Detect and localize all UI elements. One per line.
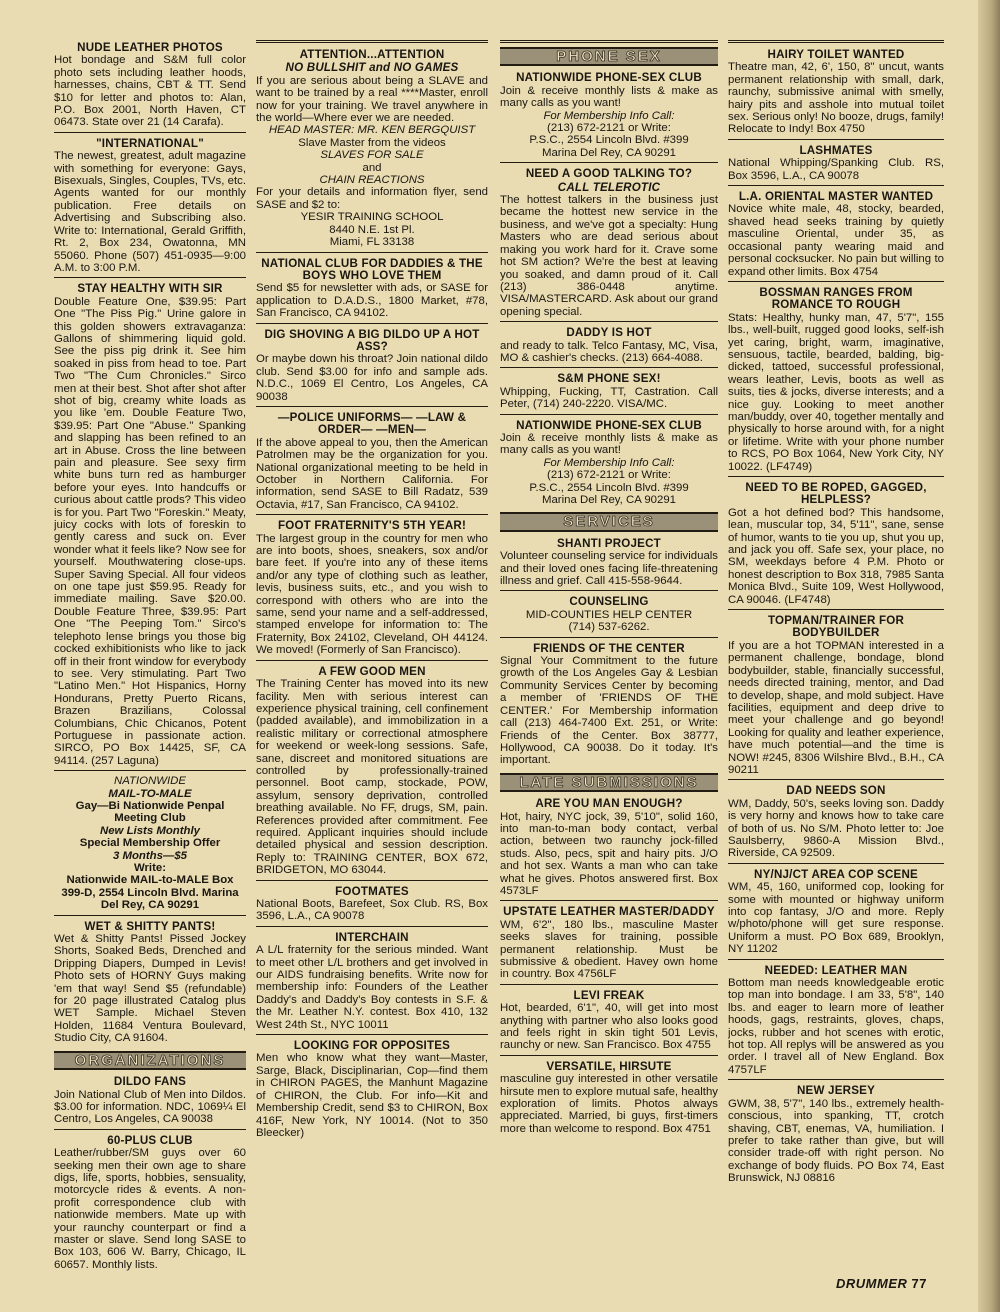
ad-line: Write:: [133, 862, 167, 874]
classified-ad: [54, 40, 246, 133]
ad-heading: UPSTATE LEATHER MASTER/DADDY: [503, 905, 715, 919]
ad-body: WM, 6'2", 180 lbs., masculine Master seeks slaves for training, possible permanent relationship. Must be submissive & obedient. Havey own home in country. Box 4756LF: [500, 918, 718, 981]
page-footer: [836, 1276, 927, 1291]
ad-heading: NEEDED: LEATHER MAN: [764, 963, 908, 977]
classified-ad: [728, 963, 944, 1081]
ad-heading: INTERCHAIN: [335, 930, 409, 944]
ad-heading: LEVI FREAK: [573, 988, 645, 1002]
ad-line: 8440 N.E. 1st Pl.: [329, 223, 415, 236]
ad-heading: DILDO FANS: [113, 1075, 187, 1089]
classified-ad: [500, 70, 718, 163]
ad-body: The largest group in the country for men who are into boots, shoes, sneakers, sox and/or bare feet. If you're into any of these items and/or any type of clothing such as leather, levis, business suits, etc., and you wish to correspond with others who are into the same, send your name and a self-addressed, stamped envelope for information to: The Fraternity, Box 24102, Cleveland, OH 44124. We moved! (Formerly of San Francisco).: [256, 532, 488, 657]
divider: [256, 40, 488, 43]
ad-heading: ATTENTION...ATTENTION: [299, 48, 445, 61]
ad-body: Join & receive monthly lists & make as many calls as you want!: [500, 431, 718, 457]
classified-ad: [728, 143, 944, 186]
column-3: [500, 40, 718, 1141]
page-number: 77: [911, 1276, 927, 1291]
ad-line: Marina Del Rey, CA 90291: [541, 494, 676, 506]
ad-body: If you are serious about being a SLAVE and want to be trained by a real ****Master, enroll now for your training. We travel anywhere in the world—Where ever we are needed.: [256, 74, 488, 125]
ad-heading: NEW JERSEY: [796, 1084, 876, 1098]
ad-heading: FOOT FRATERNITY'S 5TH YEAR!: [277, 519, 467, 533]
classified-ad: [500, 904, 718, 984]
ad-heading: FOOTMATES: [335, 884, 409, 898]
ad-heading: S&M PHONE SEX!: [557, 372, 661, 386]
ad-heading: FRIENDS OF THE CENTER: [533, 641, 685, 655]
ad-heading: SHANTI PROJECT: [557, 536, 661, 550]
classified-ad: [500, 594, 718, 637]
section-header: SERVICES: [500, 512, 718, 531]
ad-heading: HAIRY TOILET WANTED: [767, 48, 905, 61]
ad-heading: DADDY IS HOT: [566, 326, 652, 340]
ad-body: GWM, 38, 5'7", 140 lbs., extremely health-conscious, into spanking, TT, crotch shaving, CBT, enemas, VA, humiliation. I prefer to take rather than give, but will consider trade-off with right person. No exchange of body fluids. PO Box 74, East Brunswick, NJ 08816: [728, 1097, 944, 1185]
ad-body: Leather/rubber/SM guys over 60 seeking men their own age to share digs, life, sports, hobbies, sensuality, motorcycle rides & events. A non-profit correspondence club with nationwide members. Mate up with your raunchy counterpart or find a master or slave. Send long SASE to Box 103, 606 W. Barry, Chicago, IL 60657. Monthly lists.: [54, 1147, 246, 1271]
classified-ad: [500, 1059, 718, 1138]
ad-body: and ready to talk. Telco Fantasy, MC, Visa, MO & cashier's checks. (213) 664-4088.: [500, 339, 718, 364]
ad-heading: —POLICE UNIFORMS— —LAW & ORDER— —MEN—: [277, 410, 467, 437]
ad-heading: ARE YOU MAN ENOUGH?: [535, 797, 683, 811]
ad-heading: VERSATILE, HIRSUTE: [546, 1059, 672, 1073]
ad-body: Hot bondage and S&M full color photo sets including leather hoods, harnesses, chains, CBT & TT. Send $10 for letter and photos to: Alan, P.O. Box 2001, North Haven, CT 06473. State over 21 (14 Carafa).: [54, 54, 246, 129]
classified-ad: [500, 641, 718, 770]
ad-body: masculine guy interested in other versatile hirsute men to explore mutual safe, healthy exploration of limits. Photos always appreciated. Married, bi guys, first-timers more than welcome to respond. Box 4751: [500, 1073, 718, 1135]
classified-ad: [500, 796, 718, 901]
ad-heading: NEED TO BE ROPED, GAGGED, HELPLESS?: [745, 481, 927, 507]
classified-ad: [728, 189, 944, 282]
ad-line: For Membership Info Call:: [543, 456, 675, 469]
ad-body: National Whipping/Spanking Club. RS, Box 3596, L.A., CA 90078: [728, 157, 944, 182]
classified-ad: [256, 47, 488, 253]
ad-line: NATIONWIDE: [114, 775, 186, 788]
ad-heading: TOPMAN/TRAINER FOR BODYBUILDER: [767, 614, 905, 640]
ad-line: CHAIN REACTIONS: [319, 174, 425, 187]
ad-line: SLAVES FOR SALE: [320, 149, 424, 162]
ad-body: Men who know what they want—Master, Sarge, Black, Disciplinarian, Cop—find them in CHIRON PAGES, the Manhunt Magazine of CHIRON, the Club. For info—Kit and Membership Credit, send $3 to CHIRON, Box 416F, New York, NY 10014. (Not to 350 Bleecker): [256, 1052, 488, 1139]
classified-ad: [256, 327, 488, 407]
column-4: [728, 40, 944, 1191]
column-2: [256, 40, 488, 1145]
ad-body: Or maybe down his throat? Join national dildo club. Send $3.00 for info and sample ads. N.D.C., 1069 El Centro, Los Angeles, CA 90038: [256, 353, 488, 403]
ad-heading: NEED A GOOD TALKING TO?: [525, 167, 693, 181]
classified-ad: [54, 1074, 246, 1130]
ad-body: Join National Club of Men into Dildos. $3.00 for information. NDC, 1069¼ El Centro, Los Angeles, CA 90038: [54, 1088, 246, 1126]
ad-body: The Training Center has moved into its new facility. Men with serious interest can experience physical training, cell confinement (padded available), and immobilization in a realistic military or correctional atmosphere for weekend or week-long sessions. Safe, sane, discreet and monitored situations are controlled by professionally-trained personnel. Boot camp, stockade, POW, assylum, sensory deprivation, controlled breathing available. No FF, drugs, SM, pain. References provided after commitment. Fee required. Applicant inquiries should include detailed physical and session description. Reply to: TRAINING CENTER, BOX 672, BRIDGETON, MO 63044.: [256, 678, 488, 877]
ad-line: P.S.C., 2554 Lincoln Blvd. #399: [529, 481, 689, 494]
classified-ad: [54, 774, 246, 915]
ad-heading: LOOKING FOR OPPOSITES: [293, 1039, 451, 1053]
ad-line: Nationwide MAIL-to-MALE Box 399-D, 2554 Lincoln Blvd. Marina Del Rey, CA 90291: [61, 874, 239, 912]
classified-ad: [500, 536, 718, 592]
ad-heading: LASHMATES: [799, 143, 873, 157]
ad-body: A L/L fraternity for the serious minded. Want to meet other L/L brothers and get involved in our AIDS fundraising benefits. Write now for membership info: Founders of the Leather Daddy's and Daddy's Boy contests in S.F. & the Mr. Leather N.Y. contest. Box 410, 132 West 24th St., NYC 10011: [256, 944, 488, 1031]
classified-ad: [728, 867, 944, 960]
ad-heading: WET & SHITTY PANTS!: [84, 919, 216, 933]
ad-line: Gay—Bi Nationwide Penpal Meeting Club: [75, 799, 225, 825]
ad-body: Novice white male, 48, stocky, bearded, shaved head seeks training by quietly masculine Oriental, under 35, as occasional panty wearing maid and personal cocksucker. No pain but willing to expand other limits. Box 4754: [728, 203, 944, 278]
ad-subheading: CALL TELEROTIC: [557, 180, 661, 194]
classified-ad: [728, 47, 944, 140]
classified-ad: [54, 919, 246, 1048]
classified-ad: [500, 418, 718, 510]
classified-ad: [256, 1038, 488, 1142]
ad-line: (714) 537-6262.: [568, 621, 650, 634]
ad-body: Wet & Shitty Pants! Pissed Jockey Shorts, Soaked Beds, Drenched and Dripping Diapers, Dumped in Levis! Photo sets of HORNY Guys making 'em that way! Send $5 (refundable) for 20 page illustrated Catalog plus WET Sample. Michael Steven Holden, 11684 Ventura Boulevard, Studio City, CA 91604.: [54, 933, 246, 1045]
ad-line: Slave Master from the videos: [298, 136, 446, 149]
ad-heading: COUNSELING: [569, 595, 649, 609]
ad-body: Bottom man needs knowledgeable erotic top man into bondage. I am 33, 5'8", 140 lbs. and eager to learn more of leather hoods, gags, restraints, gloves, chaps, jocks, rubber and hot scenes with erotic, hot top. All replys will be answered as you order. I travel all of New England. Box 4757LF: [728, 977, 944, 1076]
ad-body: Theatre man, 42, 6', 150, 8" uncut, wants permanent relationship with small, dark, raunchy, submissive animal with smelly, hairy pits and asshole into mutual toilet sex. Serious only! No booze, drugs, family! Relocate to Indy! Box 4750: [728, 61, 944, 136]
divider: [500, 40, 718, 43]
ad-line: New Lists Monthly: [100, 824, 200, 837]
classified-ad: [256, 664, 488, 881]
ad-body: Signal Your Commitment to the future growth of the Los Angeles Gay & Lesbian Community Services Center by becoming a member of 'FRIENDS OF THE CENTER.' For Membership information call (213) 464-7400 Ext. 251, or Write: Friends of the Center. Box 38777, Hollywood, CA 90038. Do it today. It's important.: [500, 655, 718, 767]
ad-heading: "INTERNATIONAL": [96, 136, 204, 150]
ad-body: For your details and information flyer, send SASE and $2 to:: [256, 186, 488, 211]
ad-heading: A FEW GOOD MEN: [318, 664, 426, 678]
classified-ad: [256, 410, 488, 515]
ad-line: P.S.C., 2554 Lincoln Blvd. #399: [529, 134, 689, 147]
column-1: [54, 40, 246, 1277]
ad-body: Send $5 for newsletter with ads, or SASE for application to D.A.D.S., 1800 Market, #78, San Francisco, CA 94102.: [256, 282, 488, 320]
ad-line: (213) 672-2121 or Write:: [547, 469, 671, 482]
classified-ad: [54, 281, 246, 771]
ad-heading: NATIONWIDE PHONE-SEX CLUB: [516, 71, 702, 85]
ad-line: For Membership Info Call:: [543, 109, 675, 122]
ad-body: Double Feature One, $39.95: Part One "The Piss Pig." Urine galore in this golden showers extravaganza: Gallons of shimmering liquid gold. See the piss pig drink it. See him soaked in piss from head to toe. Part Two "The Cum Chronicles." Sirco men at their best. Shot after shot after shot of big, creamy white loads as you like 'em. Double Feature Two, $39.95: Part One "Abuse." Spanking and slapping has been refined to an art in Abuse. Cross the line between pain and pleasure. See sexy firm white buns turn red as hamburger before your eyes. Into handcuffs or curious about cattle prods? This video is for you. Part Two "Foreskin." Meaty, juicy cocks with lots of foreskin to gently caress and suck on. Ever wonder what it feels like? Now see for yourself. Mouthwatering close-ups. Super Saving Special. All four videos on one tape just $59.95. Ready for immediate mailing. Save $20.00. Double Feature Three, $39.95: Part One "The Peeping Tom." Sirco's telephoto lense brings you those big cocked exhibitionists who like to jack off in their front window for everybody to see. Very stimulating. Part Two "Latino Men." Hot Hispanics, Horny Hondurans, Pretty Puerto Ricans, Brazen Brazilians, Colossal Columbians, Chic Chicanos, Potent Portuguese in passionate action. SIRCO, PO Box 14425, SF, CA 94114. (257 Laguna): [54, 295, 246, 767]
classified-ad: [728, 285, 944, 477]
classified-ad: [500, 988, 718, 1056]
ad-heading: STAY HEALTHY WITH SIR: [77, 282, 223, 296]
classified-ad: [256, 930, 488, 1035]
ad-heading: DAD NEEDS SON: [786, 784, 886, 798]
ad-body: National Boots, Barefeet, Sox Club. RS, Box 3596, L.A., CA 90078: [256, 898, 488, 923]
ad-line: MID-COUNTIES HELP CENTER: [525, 608, 693, 621]
classified-ad: [500, 325, 718, 368]
ad-body: Hot, bearded, 6'1", 40, will get into most anything with partner who also looks good and feels right in skin tight 501 Levis, raunchy or new. San Francisco. Box 4755: [500, 1002, 718, 1052]
classified-ad: [256, 884, 488, 927]
ad-heading: L.A. ORIENTAL MASTER WANTED: [738, 190, 934, 204]
ad-heading: BOSSMAN RANGES FROM ROMANCE TO ROUGH: [759, 285, 913, 312]
ad-body: The hottest talkers in the business just became the hottest new service in the business, and we've got a specialty: Hung Masters who are dead serious about making you work hard for it. Crave some hot SM action? We're the best at leaving you soaked, and damn proud of it. Call (213) 386-0448 anytime. VISA/MASTERCARD. Ask about our grand opening special.: [500, 194, 718, 318]
ad-body: Got a hot defined bod? This handsome, lean, muscular top, 34, 5'11", sane, sense of humor, wants to tie you up, shut you up, and jack you off. Safe sex, your place, no SM, weekdays before 4 P.M. Photo or honest description to Box 318, 7985 Santa Monica Blvd., Suite 109, West Hollywood, CA 90046. (LF4748): [728, 506, 944, 606]
magazine-name: DRUMMER: [836, 1276, 908, 1291]
ad-body: WM, 45, 160, uniformed cop, looking for some with mounted or highway uniform into cop fantasy, J/O and more. Reply w/photo/phone will get sure response. Uniform a must. PO Box 689, Brooklyn, NY 11202: [728, 881, 944, 956]
ad-line: (213) 672-2121 or Write:: [547, 122, 671, 135]
ad-line: MAIL-TO-MALE: [108, 787, 192, 800]
section-header: ORGANIZATIONS: [54, 1051, 246, 1070]
ad-line: Marina Del Rey, CA 90291: [541, 146, 676, 159]
ad-heading: NUDE LEATHER PHOTOS: [77, 41, 223, 54]
ad-body: Stats: Healthy, hunky man, 47, 5'7", 155 lbs., well-built, rugged good looks, self-ish yet caring, bright, warm, imaginative, sensuous, tactile, bearded, balding, big-dicked, tattoed, successful professional, wears leather, Levis, boots as well as suits, ties & jocks, diverse interests; and a nice guy. Looking to meet another man/buddy, over 40, together mentally and physically to horse around with, for a night or lifetime. Write with your phone number to RCS, PO Box 1064, New York City, NY 10022. (LF4749): [728, 311, 944, 473]
classified-ad: [256, 256, 488, 324]
ad-body: Join & receive monthly lists & make as many calls as you want!: [500, 84, 718, 110]
ad-body: Hot, hairy, NYC jock, 39, 5'10", solid 160, into man-to-man body contact, verbal action, between two raunchy jock-filled studs. Also, pecs, spit and hairy pits. J/O and hot sex. Wants a man who can take what he gives. Photos answered first. Box 4573LF: [500, 810, 718, 897]
classified-ad: [54, 136, 246, 278]
ad-heading: 60-PLUS CLUB: [107, 1133, 193, 1147]
ad-line: 3 Months—$5: [112, 849, 188, 862]
classified-ad: [500, 166, 718, 322]
classified-ad: [500, 371, 718, 414]
classified-ad: [728, 1083, 944, 1187]
ad-line: HEAD MASTER: MR. KEN BERGQUIST: [268, 124, 476, 137]
ad-body: If the above appeal to you, then the American Patrolmen may be the organization for you. National organizational meeting to be held in October in Northern California. For information, send SASE to Bill Radatz, 539 Octavia, #17, San Francisco, CA 94102.: [256, 436, 488, 511]
classified-ad: [728, 783, 944, 863]
ad-line: and: [362, 161, 382, 174]
section-header: PHONE SEX: [500, 47, 718, 66]
classified-ad: [256, 518, 488, 660]
ad-line: Miami, FL 33138: [329, 236, 415, 249]
ad-subheading: NO BULLSHIT and NO GAMES: [285, 61, 459, 75]
ad-heading: NATIONAL CLUB FOR DADDIES & THE BOYS WHO LOVE THEM: [261, 256, 483, 282]
section-header: LATE SUBMISSIONS: [500, 773, 718, 792]
ad-body: WM, Daddy, 50's, seeks loving son. Daddy is very horny and knows how to take care of both of us. No S/M. Photo letter to: Joe Saulsberry, 9860-A Mission Blvd., Riverside, CA 92509.: [728, 797, 944, 860]
ad-heading: NATIONWIDE PHONE-SEX CLUB: [516, 418, 702, 432]
ad-line: Special Membership Offer: [79, 837, 221, 850]
ad-body: If you are a hot TOPMAN interested in a permanent challenge, bondage, blond bodybuilder, stable, financially successful, needs directed training, mentor, and Dad to develop, shape, and mold subject. Have facilities, equipment and deep drive to meet your challenge and go beyond! Looking for quality and leather experience, have much potential—and the time is NOW! #245, 8306 Wilshire Blvd., B.H., CA 90211: [728, 639, 944, 776]
classified-ad: [728, 613, 944, 780]
page-edge-shadow: [978, 0, 1000, 1312]
ad-heading: DIG SHOVING A BIG DILDO UP A HOT ASS?: [264, 327, 480, 353]
classified-ad: [728, 480, 944, 610]
ad-line: YESIR TRAINING SCHOOL: [300, 211, 444, 224]
ad-body: Volunteer counseling service for individuals and their loved ones facing life-threatening illness and grief. Call 415-558-9644.: [500, 550, 718, 588]
classified-ad: [54, 1133, 246, 1274]
ad-body: Whipping, Fucking, TT, Castration. Call Peter, (714) 240-2220. VISA/MC.: [500, 385, 718, 411]
ad-body: The newest, greatest, adult magazine with something for everyone: Gays, Bisexuals, Singles, Couples, TVs, etc. Agents wanted for our monthly publication. Free details on Advertising and Subscribing also. Write to: International, Gerald Griffith, Rt. 2, Box 234, Owatonna, MN 55060. Phone (507) 451-0935—9:00 A.M. to 3:00 P.M.: [54, 150, 246, 274]
ad-heading: NY/NJ/CT AREA COP SCENE: [754, 867, 918, 881]
divider: [728, 40, 944, 43]
